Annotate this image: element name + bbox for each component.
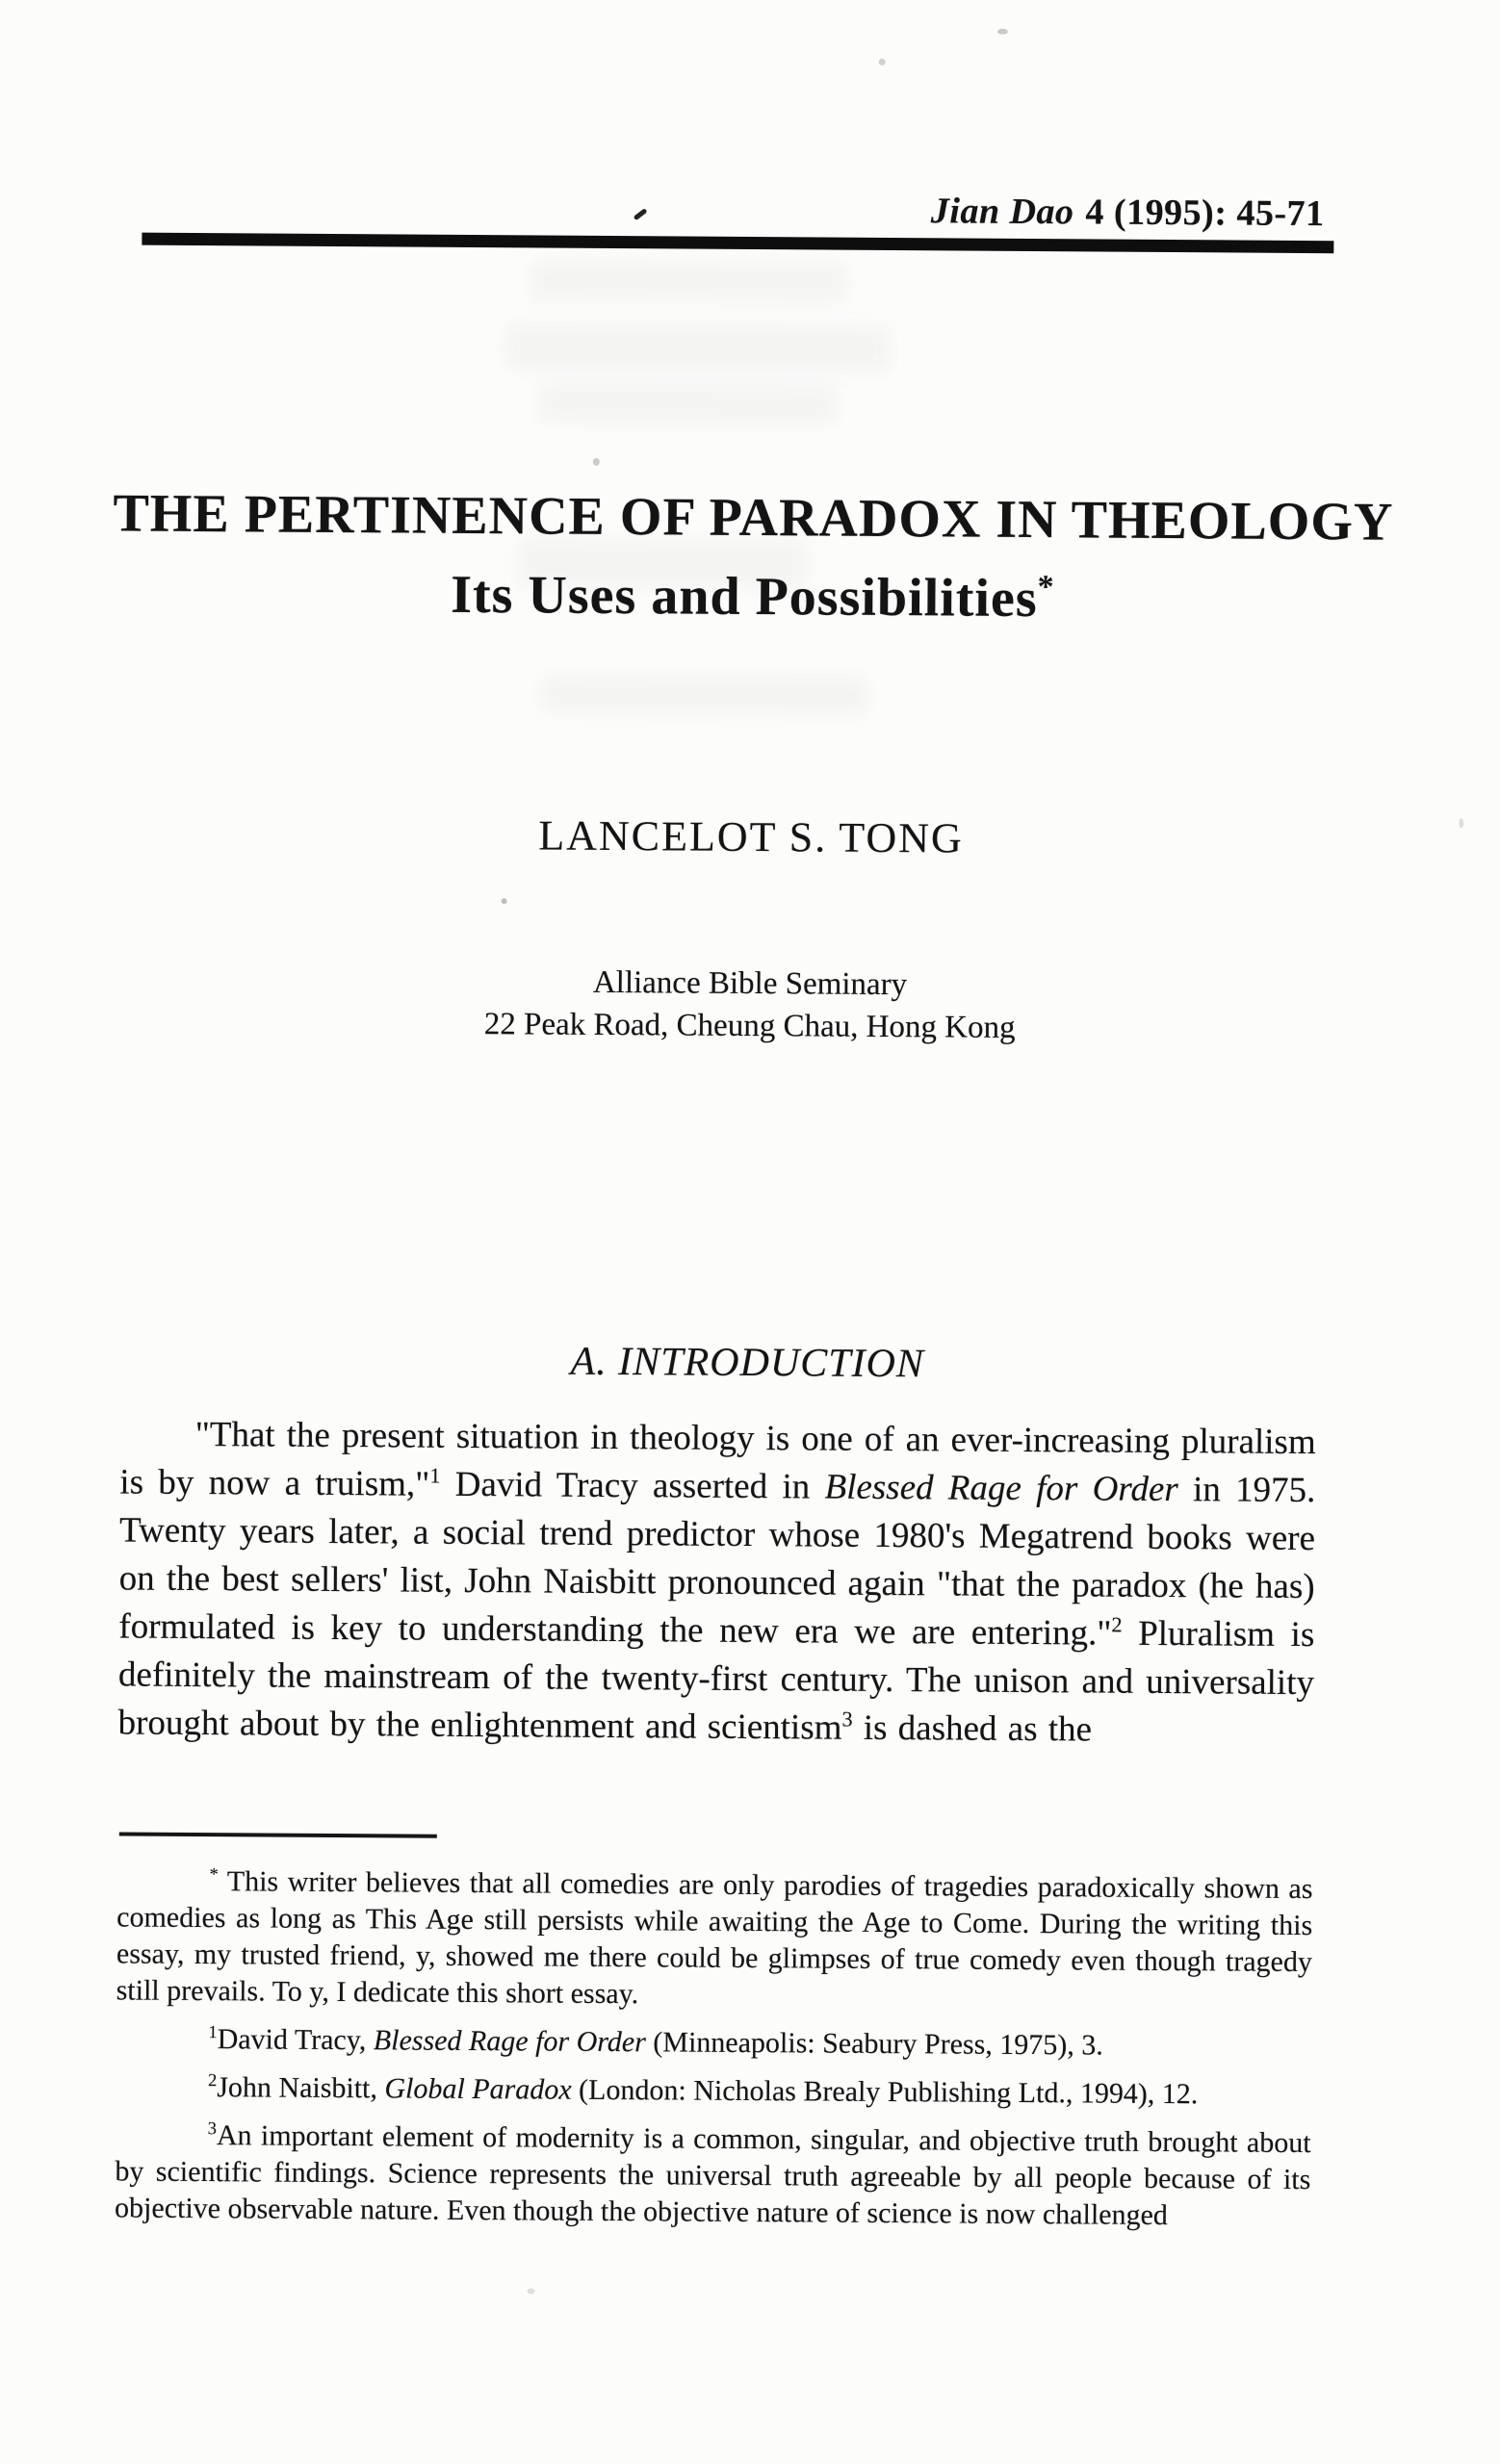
scan-speck bbox=[593, 458, 600, 466]
scan-speck bbox=[879, 59, 886, 65]
footnote-marker: * bbox=[209, 1864, 219, 1886]
footnote-1: $^1$David Tracy, Blessed Rage for Order (Minneapolis: Seabury Press, 1975), 3. bbox=[208, 2022, 1103, 2062]
article-subtitle bbox=[61, 561, 1445, 632]
article-title: THE PERTINENCE OF PARADOX IN THEOLOGY bbox=[113, 483, 1394, 552]
scan-ghost-artifact bbox=[504, 323, 890, 372]
footnotes-block bbox=[115, 1862, 1313, 2246]
footnote-3: $^3$An important element of modernity is a common, singular, and objective truth brought about by scientific findings. Science represents the universal truth agreeable by all people because of its objective observable nature. Even though the objective nature of science is now challenged bbox=[115, 2118, 1311, 2232]
scan-ghost-artifact bbox=[530, 260, 847, 302]
affiliation-institution: Alliance Bible Seminary bbox=[592, 964, 908, 1003]
scan-ghost-artifact bbox=[541, 674, 868, 714]
journal-name: Jian Dao bbox=[930, 191, 1074, 233]
body-paragraph: "That the present situation in theology is one of an ever-increasing pluralism is by now a truism,"$^1$ David Tracy asserted in Blessed Rage for Order in 1975. Twenty years later, a social trend predictor whose 1980's Megatrend books were on the best sellers' list, John Naisbitt pronounced again "that the paradox (he has) formulated is key to understanding the new era we are entering."$^2$ Pluralism is definitely the mainstream of the twenty-first century. The unison and universality brought about by the enlightenment and scientism$^3$ is dashed as the bbox=[117, 1414, 1316, 1750]
footnote-asterisk: * This writer believes that all comedies are only parodies of tragedies paradoxically shown as comedies as long as This Age still persists while awaiting the Age to Come. During the writing this essay, my trusted friend, y, showed me there could be glimpses of true comedy even though tragedy still prevails. To y, I dedicate this short essay. bbox=[116, 1864, 1313, 2011]
journal-citation bbox=[128, 184, 1324, 235]
footnote-2: $^2$John Naisbitt, Global Paradox (London: Nicholas Brealy Publishing Ltd., 1994), 12. bbox=[207, 2070, 1199, 2111]
article-subtitle-text: Its Uses and Possibilities bbox=[450, 564, 1038, 629]
footnote-marker: 3 bbox=[207, 2118, 218, 2140]
scan-speck bbox=[997, 29, 1008, 35]
footnote-separator bbox=[119, 1832, 437, 1837]
author-name: LANCELOT S. TONG bbox=[538, 811, 964, 862]
scan-ghost-artifact bbox=[538, 383, 837, 424]
journal-citation-volume: 4 (1995): 45-71 bbox=[1085, 192, 1325, 235]
scan-speck bbox=[1459, 818, 1463, 828]
subtitle-footnote-marker: * bbox=[1037, 569, 1055, 605]
scan-speck bbox=[528, 2288, 535, 2294]
section-heading: A. INTRODUCTION bbox=[570, 1339, 925, 1387]
affiliation-address: 22 Peak Road, Cheung Chau, Hong Kong bbox=[483, 1007, 1016, 1045]
footnote-marker: 2 bbox=[207, 2070, 218, 2092]
header-rule bbox=[142, 233, 1333, 254]
scan-speck bbox=[502, 898, 507, 904]
footnote-marker: 1 bbox=[208, 2022, 218, 2043]
